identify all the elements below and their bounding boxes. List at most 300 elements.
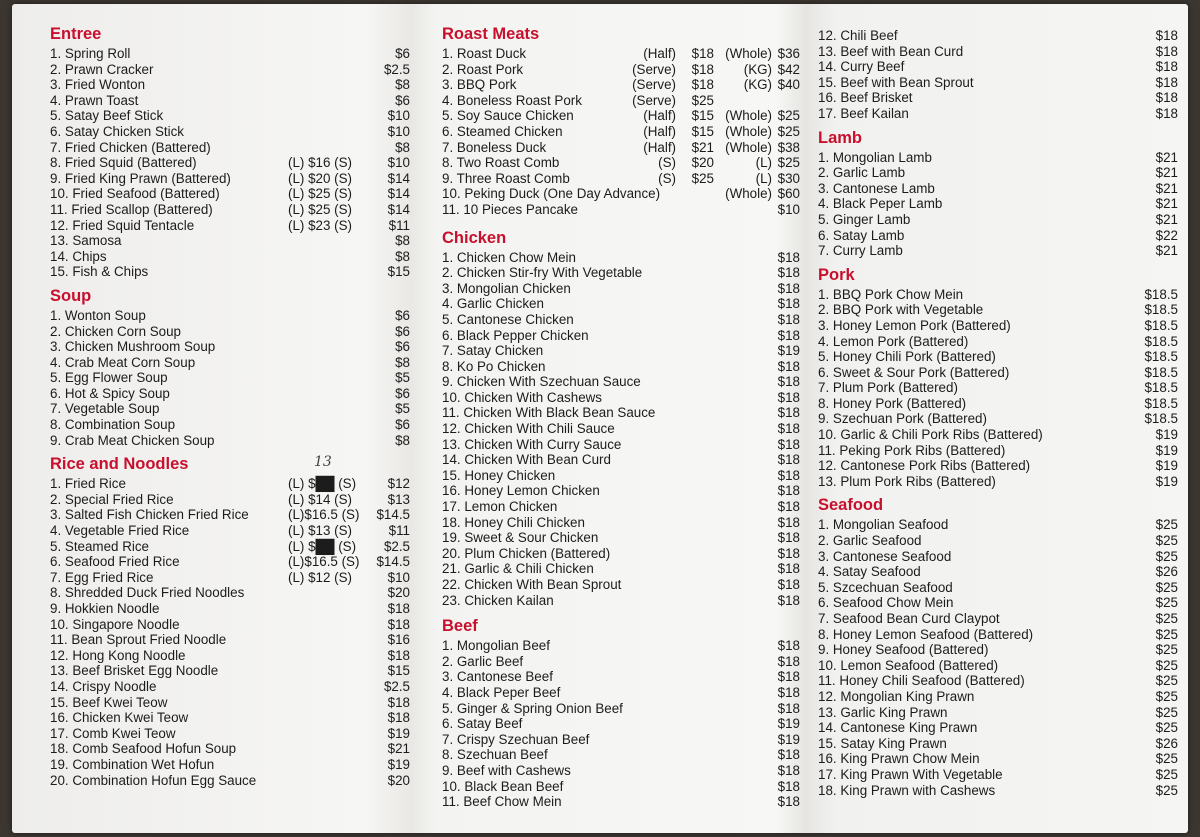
menu-item-first-price: $15	[691, 123, 714, 139]
menu-item-price: $19	[387, 756, 410, 772]
menu-item-price: $25	[1155, 595, 1178, 611]
menu-item-name: 12. Chicken With Chili Sauce	[442, 421, 615, 437]
menu-item	[50, 523, 410, 539]
section-beef-continued	[818, 28, 1178, 122]
menu-item	[818, 658, 1178, 674]
menu-item-name: 10. Lemon Seafood (Battered)	[818, 657, 999, 673]
menu-item-price: $6	[395, 339, 410, 355]
menu-item	[50, 417, 410, 433]
menu-item-name: 14. Chips	[50, 248, 107, 264]
menu-item-price: $14	[387, 186, 410, 202]
menu-item-first-price: $25	[691, 92, 714, 108]
menu-item-price: $6	[395, 307, 410, 323]
menu-item-name: 7. Boneless Duck	[442, 139, 547, 155]
menu-item	[818, 150, 1178, 166]
menu-item	[442, 312, 800, 328]
menu-item	[818, 181, 1178, 197]
menu-item-price: $14.5	[376, 507, 410, 523]
menu-item-name: 6. Steamed Chicken	[442, 123, 563, 139]
menu-item	[818, 106, 1178, 122]
menu-item-name: 18. King Prawn with Cashews	[818, 782, 996, 798]
menu-item-name: 4. Prawn Toast	[50, 92, 139, 108]
menu-item-name: 4. Garlic Chicken	[442, 296, 544, 312]
menu-item-price: $19	[777, 343, 800, 359]
menu-item-price: $18	[777, 358, 800, 374]
menu-item	[50, 355, 410, 371]
menu-item-price: $26	[1155, 564, 1178, 580]
menu-item	[442, 763, 800, 779]
menu-item-name: 14. Cantonese King Prawn	[818, 720, 978, 736]
menu-item	[50, 401, 410, 417]
menu-item	[50, 648, 410, 664]
menu-item-name: 6. Satay Lamb	[818, 227, 905, 243]
menu-item-price: $18	[1155, 28, 1178, 43]
menu-item-name: 3. Fried Wonton	[50, 77, 146, 93]
menu-item-price: $18	[777, 280, 800, 296]
menu-item-size-prices: (L) $██ (S)	[288, 538, 357, 554]
menu-item-name: 3. Salted Fish Chicken Fried Rice	[50, 507, 249, 523]
beef-list	[442, 638, 800, 810]
menu-item	[442, 108, 800, 124]
menu-item-first-price: $18	[691, 61, 714, 77]
handwritten-note: 13	[314, 454, 332, 471]
section-title-lamb: Lamb	[818, 128, 863, 147]
menu-item-name: 6. Satay Beef	[442, 716, 523, 732]
menu-item	[50, 308, 410, 324]
menu-item-options	[614, 202, 804, 218]
menu-item	[818, 783, 1178, 799]
menu-item-price: $18.5	[1144, 380, 1178, 396]
menu-item-name: 14. Chicken With Bean Curd	[442, 452, 611, 468]
menu-item-name: 13. Samosa	[50, 233, 122, 249]
menu-item-price: $25	[1155, 626, 1178, 642]
rice-noodles-list	[50, 476, 410, 788]
menu-item-first-price: $18	[691, 77, 714, 93]
menu-item-name: 2. Special Fried Rice	[50, 491, 174, 507]
menu-item-size-prices: (L) $25 (S)	[288, 186, 352, 202]
menu-item	[818, 349, 1178, 365]
menu-item-price: $18	[777, 653, 800, 669]
menu-item	[818, 44, 1178, 60]
menu-item	[50, 77, 410, 93]
menu-item-name: 3. Cantonese Seafood	[818, 548, 952, 564]
menu-item-size-label: (Half)	[643, 123, 676, 139]
menu-item-price: $18	[777, 265, 800, 281]
menu-item-price: $25	[1155, 611, 1178, 626]
menu-item	[442, 732, 800, 748]
menu-item	[50, 93, 410, 109]
menu-item-name: 2. Garlic Lamb	[818, 165, 906, 181]
menu-item-name: 3. BBQ Pork	[442, 77, 517, 93]
menu-item-price: $18	[777, 561, 800, 577]
menu-item	[50, 710, 410, 726]
menu-item-price: $18	[777, 421, 800, 437]
menu-item-name: 15. Satay King Prawn	[818, 735, 947, 751]
menu-item-options	[614, 46, 804, 62]
menu-item-name: 17. King Prawn With Vegetable	[818, 766, 1003, 782]
menu-item	[442, 716, 800, 732]
menu-item-price: $5	[395, 370, 410, 386]
menu-item-price: $14.5	[376, 554, 410, 570]
menu-item-name: 11. Peking Pork Ribs (Battered)	[818, 442, 1006, 458]
menu-item-price: $18.5	[1144, 411, 1178, 427]
menu-item	[50, 218, 410, 234]
menu-item-price: $18.5	[1144, 286, 1178, 302]
section-soup	[50, 286, 410, 448]
menu-item	[818, 611, 1178, 627]
menu-item	[50, 726, 410, 742]
section-title-soup: Soup	[50, 286, 92, 305]
menu-item-name: 5. Ginger Lamb	[818, 211, 911, 227]
menu-item	[442, 452, 800, 468]
menu-item	[818, 90, 1178, 106]
menu-item	[442, 499, 800, 515]
menu-item-price: $25	[1155, 548, 1178, 564]
menu-item-price: $18	[777, 592, 800, 608]
menu-item	[818, 365, 1178, 381]
menu-item-name: 3. Mongolian Chicken	[442, 280, 571, 296]
menu-item	[818, 517, 1178, 533]
menu-item-price: $19	[1155, 442, 1178, 458]
menu-item-size-label: (S)	[658, 155, 676, 171]
menu-item-name: 17. Lemon Chicken	[442, 499, 558, 515]
section-seafood	[818, 495, 1178, 798]
menu-item	[50, 339, 410, 355]
menu-item-price: $21	[387, 741, 410, 757]
menu-item	[442, 483, 800, 499]
pork-list	[818, 287, 1178, 490]
menu-item-price: $15	[387, 663, 410, 679]
menu-item	[818, 411, 1178, 427]
menu-item-price: $18	[777, 762, 800, 778]
menu-item-price: $18.5	[1144, 395, 1178, 411]
menu-item	[818, 165, 1178, 181]
menu-item-name: 10. Garlic & Chili Pork Ribs (Battered)	[818, 427, 1043, 443]
menu-item-options	[614, 93, 804, 109]
menu-item-price: $19	[777, 716, 800, 732]
menu-column-right	[818, 28, 1178, 804]
menu-item	[818, 334, 1178, 350]
menu-item	[818, 736, 1178, 752]
menu-item-first-price: $21	[691, 139, 714, 155]
menu-item	[50, 617, 410, 633]
menu-item-name: 15. Beef Kwei Teow	[50, 694, 168, 710]
menu-item	[442, 669, 800, 685]
menu-item-price: $25	[1155, 642, 1178, 658]
menu-item-name: 19. Sweet & Sour Chicken	[442, 530, 599, 546]
menu-item	[442, 468, 800, 484]
menu-item	[818, 595, 1178, 611]
menu-item-name: 3. Honey Lemon Pork (Battered)	[818, 317, 1011, 333]
menu-item	[818, 318, 1178, 334]
menu-item-price: $18	[777, 700, 800, 716]
menu-item-name: 5. Steamed Rice	[50, 538, 149, 554]
menu-item-price: $26	[1155, 735, 1178, 751]
menu-item-first-price: $15	[691, 108, 714, 124]
menu-item	[442, 530, 800, 546]
menu-item-options	[614, 108, 804, 124]
menu-item-name: 7. Crispy Szechuan Beef	[442, 731, 590, 747]
menu-item-options	[614, 140, 804, 156]
menu-item-name: 12. Hong Kong Noodle	[50, 647, 186, 663]
menu-item-name: 2. BBQ Pork with Vegetable	[818, 302, 984, 318]
menu-item	[442, 77, 800, 93]
menu-item-name: 14. Curry Beef	[818, 59, 905, 75]
menu-item-name: 8. Honey Pork (Battered)	[818, 395, 967, 411]
menu-item	[50, 62, 410, 78]
menu-item	[50, 476, 410, 492]
menu-item-price: $18	[777, 436, 800, 452]
menu-item-price: $25	[1155, 688, 1178, 704]
menu-item-name: 10. Fried Seafood (Battered)	[50, 186, 220, 202]
menu-item-options	[614, 62, 804, 78]
menu-item	[442, 281, 800, 297]
menu-item-name: 6. Satay Chicken Stick	[50, 123, 184, 139]
menu-item	[50, 773, 410, 789]
menu-item	[818, 243, 1178, 259]
menu-item-name: 5. Ginger & Spring Onion Beef	[442, 700, 623, 716]
menu-item	[818, 673, 1178, 689]
menu-item-name: 19. Combination Wet Hofun	[50, 756, 215, 772]
menu-item-first-price: $20	[691, 155, 714, 171]
menu-item-name: 22. Chicken With Bean Sprout	[442, 577, 622, 592]
menu-item-price: $20	[387, 585, 410, 601]
menu-item	[818, 474, 1178, 490]
menu-item	[50, 695, 410, 711]
section-entree	[50, 24, 410, 280]
menu-item	[818, 443, 1178, 459]
menu-item-price: $8	[395, 77, 410, 93]
menu-item-name: 6. Black Pepper Chicken	[442, 327, 589, 343]
section-title-entree: Entree	[50, 25, 102, 43]
menu-item-price: $18	[387, 647, 410, 663]
section-lamb	[818, 128, 1178, 259]
menu-item-price: $18	[777, 514, 800, 530]
menu-item-price: $25	[1155, 533, 1178, 549]
menu-item-price: $18	[777, 747, 800, 763]
menu-item-price: $18	[777, 794, 800, 810]
menu-item	[818, 580, 1178, 596]
menu-item-size-prices: (L) $16 (S)	[288, 155, 352, 171]
menu-item-name: 18. Honey Chili Chicken	[442, 514, 585, 530]
menu-item-price: $10	[777, 201, 800, 217]
menu-item-name: 9. Szechuan Pork (Battered)	[818, 411, 987, 427]
menu-item-name: 3. Cantonese Lamb	[818, 180, 935, 196]
menu-item-name: 1. Wonton Soup	[50, 307, 146, 323]
menu-item	[50, 46, 410, 62]
menu-item	[442, 265, 800, 281]
menu-item-name: 6. Seafood Chow Mein	[818, 595, 954, 611]
section-title-beef: Beef	[442, 617, 478, 636]
menu-item-price: $25	[1155, 782, 1178, 798]
menu-item	[442, 685, 800, 701]
menu-item-options	[614, 77, 804, 93]
menu-item-price: $18	[1155, 74, 1178, 90]
menu-item	[442, 359, 800, 375]
menu-item-name: 11. Bean Sprout Fried Noodle	[50, 632, 227, 648]
menu-item-options	[614, 186, 804, 202]
menu-item	[50, 679, 410, 695]
menu-item-name: 12. Fried Squid Tentacle	[50, 217, 195, 233]
menu-item-price: $6	[395, 92, 410, 108]
menu-item-name: 7. Egg Fried Rice	[50, 569, 154, 585]
menu-item-price: $6	[395, 46, 410, 61]
menu-item-size-label: (L)	[755, 155, 772, 171]
menu-item-name: 2. Chicken Stir-fry With Vegetable	[442, 265, 643, 281]
menu-item-price: $18	[387, 710, 410, 726]
menu-item-price: $18	[777, 374, 800, 390]
menu-item-price: $10	[387, 569, 410, 585]
menu-item-size-prices: (L) $██ (S)	[288, 476, 357, 492]
menu-item	[50, 186, 410, 202]
menu-item-name: 2. Prawn Cracker	[50, 61, 154, 77]
menu-item-price: $11	[388, 217, 410, 233]
menu-item-size-prices: (L) $25 (S)	[288, 201, 352, 217]
menu-item-price: $18	[777, 311, 800, 327]
menu-item-name: 4. Boneless Roast Pork	[442, 92, 582, 108]
menu-item	[442, 155, 800, 171]
menu-item	[50, 757, 410, 773]
menu-item-size-label: (L)	[755, 170, 772, 186]
menu-item-price: $18	[777, 405, 800, 421]
menu-item	[818, 196, 1178, 212]
menu-item-name: 5. Egg Flower Soup	[50, 370, 168, 386]
menu-item-name: 3. Chicken Mushroom Soup	[50, 339, 216, 355]
menu-item-size-label: (Serve)	[632, 92, 676, 108]
menu-item-name: 5. Cantonese Chicken	[442, 311, 574, 327]
menu-item	[50, 140, 410, 156]
menu-item	[818, 720, 1178, 736]
menu-item-name: 1. Mongolian Seafood	[818, 517, 949, 533]
menu-item	[442, 171, 800, 187]
menu-item	[442, 577, 800, 593]
section-roast-meats	[442, 24, 800, 218]
menu-item-name: 11. Chicken With Black Bean Sauce	[442, 405, 656, 421]
menu-item-price: $19	[777, 731, 800, 747]
menu-item-name: 5. Szcechuan Seafood	[818, 579, 953, 595]
menu-item	[818, 705, 1178, 721]
menu-item-name: 1. BBQ Pork Chow Mein	[818, 286, 964, 302]
menu-item	[442, 374, 800, 390]
menu-item	[442, 421, 800, 437]
menu-item-price: $25	[777, 155, 800, 171]
menu-item	[818, 533, 1178, 549]
menu-item-name: 11. Fried Scallop (Battered)	[50, 201, 213, 217]
menu-column-middle	[442, 24, 800, 816]
menu-item-name: 1. Mongolian Beef	[442, 638, 550, 654]
menu-item-name: 8. Combination Soup	[50, 417, 176, 433]
menu-item-price: $18	[777, 296, 800, 312]
menu-item	[818, 228, 1178, 244]
menu-item	[50, 741, 410, 757]
menu-item-name: 9. Three Roast Comb	[442, 170, 570, 186]
menu-item-name: 8. Two Roast Comb	[442, 155, 560, 171]
menu-item-price: $36	[777, 46, 800, 61]
menu-item-first-price: $18	[691, 46, 714, 61]
menu-item-price: $19	[1155, 473, 1178, 489]
menu-item	[442, 202, 800, 218]
menu-item-size-label: (Whole)	[725, 108, 772, 124]
menu-item-price: $18	[387, 616, 410, 632]
soup-list	[50, 308, 410, 448]
menu-item	[50, 155, 410, 171]
menu-item-name: 10. Peking Duck (One Day Advance)	[442, 186, 661, 202]
section-pork	[818, 265, 1178, 490]
menu-item-name: 7. Vegetable Soup	[50, 401, 160, 417]
menu-item	[50, 124, 410, 140]
menu-item-size-label: (Whole)	[725, 46, 772, 61]
section-chicken	[442, 228, 800, 609]
menu-item	[818, 751, 1178, 767]
menu-item-options	[614, 171, 804, 187]
menu-item-name: 5. Honey Chili Pork (Battered)	[818, 349, 996, 365]
menu-item-name: 2. Garlic Seafood	[818, 533, 922, 549]
menu-item	[442, 515, 800, 531]
menu-item	[50, 554, 410, 570]
menu-item-price: $18.5	[1144, 317, 1178, 333]
menu-item-size-prices: (L)$16.5 (S)	[288, 554, 360, 570]
menu-item-name: 10. Singapore Noodle	[50, 616, 180, 632]
menu-item	[442, 124, 800, 140]
menu-item-price: $21	[1155, 196, 1178, 212]
roast-list	[442, 46, 800, 218]
menu-item	[442, 701, 800, 717]
menu-item-price: $18.5	[1144, 302, 1178, 318]
menu-item	[442, 405, 800, 421]
menu-item-price: $19	[387, 725, 410, 741]
menu-item	[442, 546, 800, 562]
menu-item-size-prices: (L) $23 (S)	[288, 217, 352, 233]
menu-item-name: 13. Beef with Bean Curd	[818, 43, 964, 59]
menu-item-size-label: (Half)	[643, 108, 676, 124]
menu-item	[818, 396, 1178, 412]
menu-item-price: $8	[395, 139, 410, 155]
menu-item	[818, 427, 1178, 443]
menu-item-name: 4. Black Peper Beef	[442, 684, 561, 700]
menu-item-size-label: (KG)	[743, 61, 772, 77]
menu-item	[442, 390, 800, 406]
menu-item-price: $20	[387, 772, 410, 788]
menu-item	[442, 186, 800, 202]
menu-item-price: $25	[1155, 720, 1178, 736]
menu-item	[442, 62, 800, 78]
section-title-roast-meats: Roast Meats	[442, 25, 540, 43]
menu-item-name: 4. Black Peper Lamb	[818, 196, 943, 212]
menu-item	[442, 654, 800, 670]
menu-item-price: $25	[1155, 766, 1178, 782]
menu-item-size-prices: (L) $13 (S)	[288, 523, 352, 539]
menu-item-name: 8. Honey Lemon Seafood (Battered)	[818, 626, 1034, 642]
menu-item-price: $18	[777, 389, 800, 405]
menu-item-name: 18. Comb Seafood Hofun Soup	[50, 741, 237, 757]
menu-item	[818, 458, 1178, 474]
section-title-rice-noodles: Rice and Noodles	[50, 455, 189, 474]
menu-item	[50, 632, 410, 648]
menu-item-name: 16. Chicken Kwei Teow	[50, 710, 189, 726]
menu-item-price: $25	[1155, 657, 1178, 673]
menu-item-price: $21	[1155, 165, 1178, 181]
menu-item-name: 13. Beef Brisket Egg Noodle	[50, 663, 219, 679]
menu-item	[50, 507, 410, 523]
menu-item-price: $18	[777, 467, 800, 483]
menu-item-name: 11. Beef Chow Mein	[442, 794, 562, 810]
menu-item	[442, 46, 800, 62]
menu-column-left	[50, 24, 410, 794]
menu-item-price: $14	[387, 170, 410, 186]
menu-item-name: 1. Chicken Chow Mein	[442, 249, 576, 265]
menu-item	[818, 75, 1178, 91]
menu-item-name: 2. Chicken Corn Soup	[50, 323, 182, 339]
